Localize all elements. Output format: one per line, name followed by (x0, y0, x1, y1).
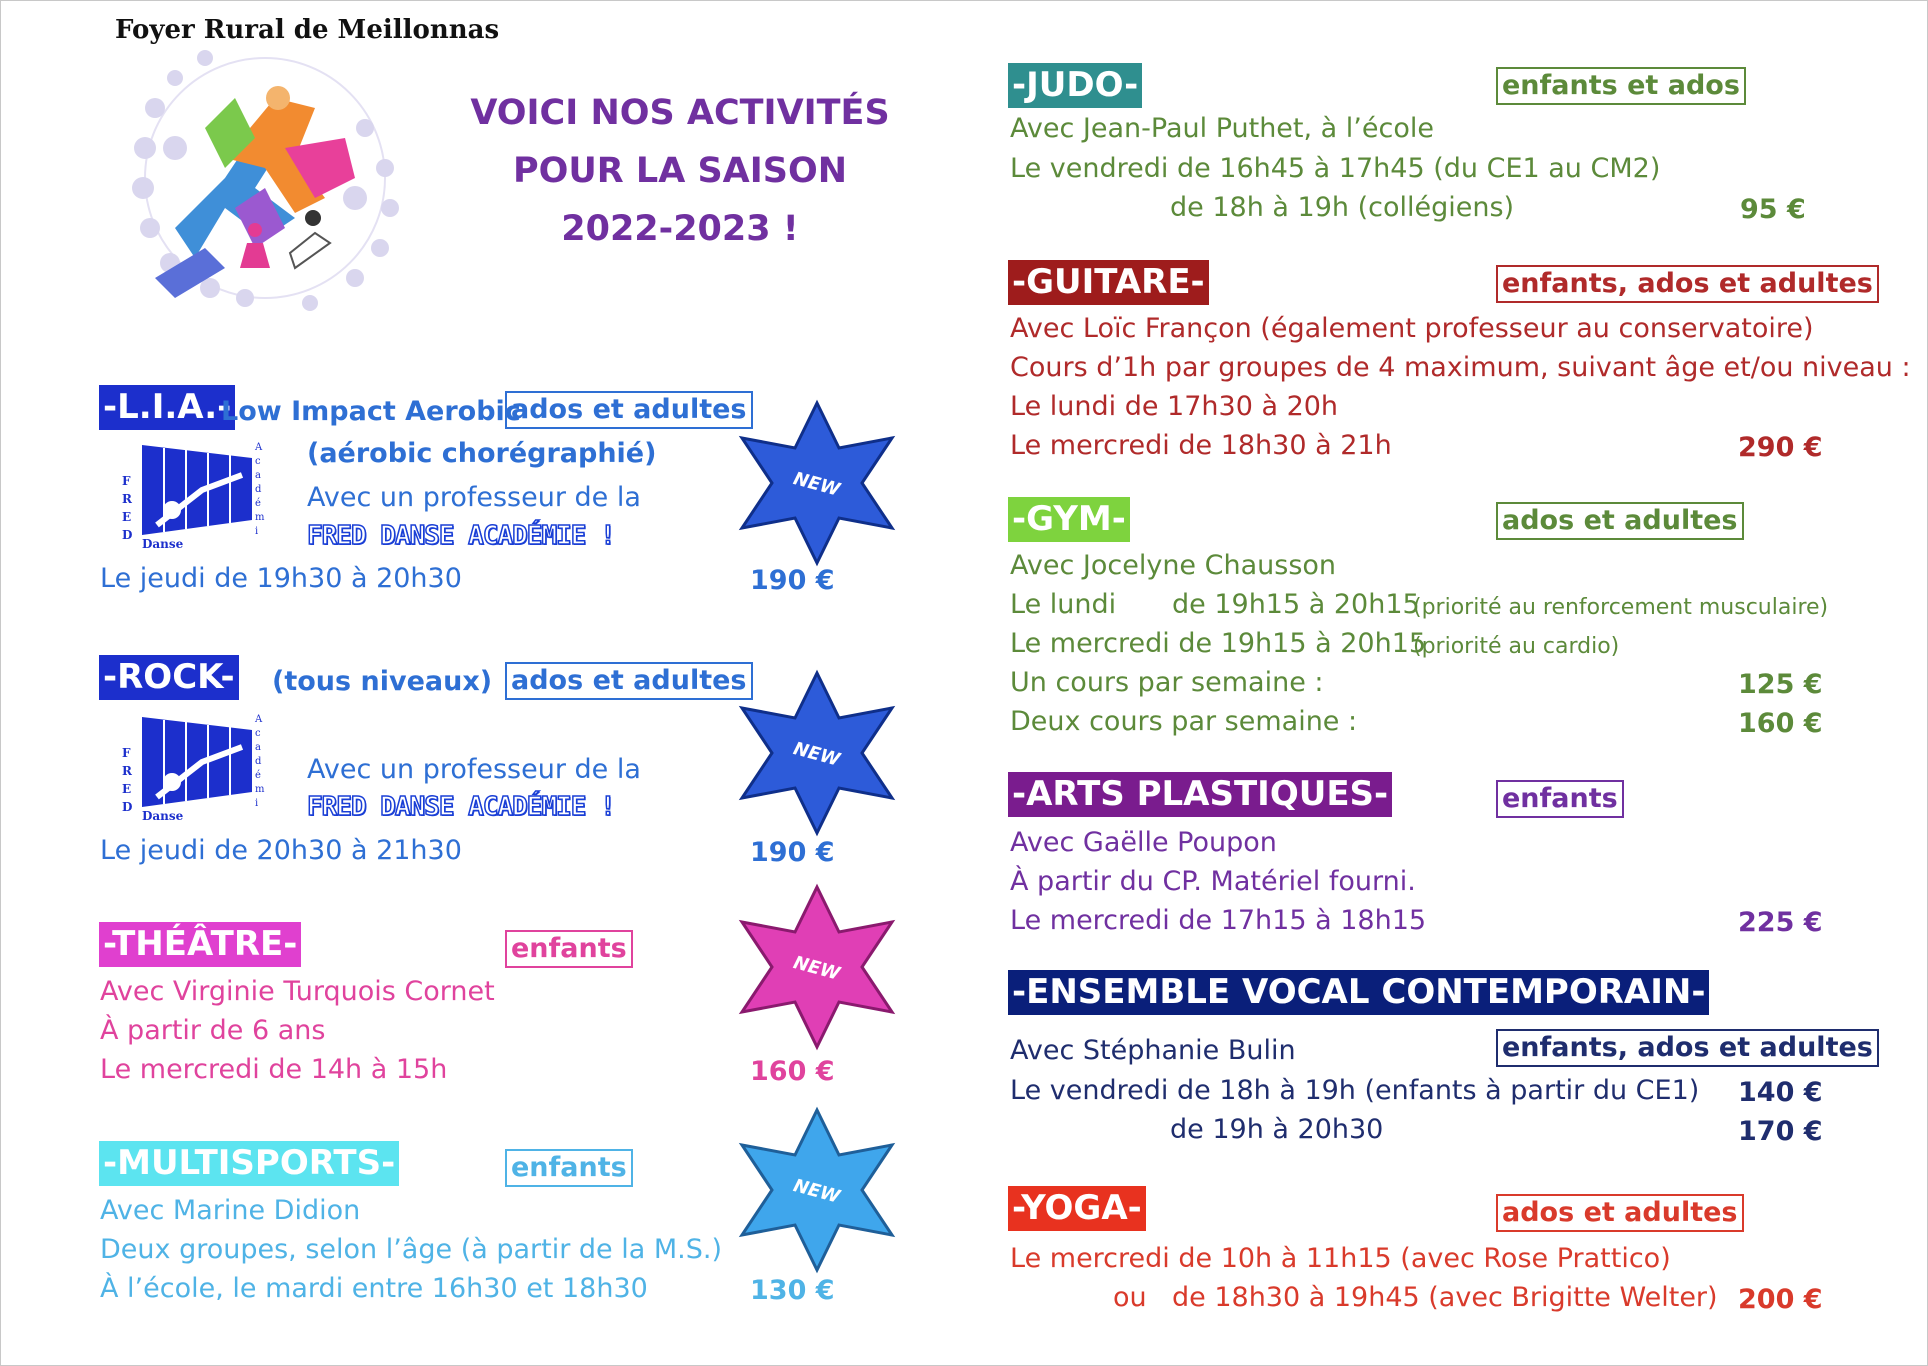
svg-text:a: a (255, 470, 261, 481)
vocal-price2: 170 € (1738, 1116, 1823, 1147)
svg-text:D: D (122, 528, 133, 542)
lia-schedule: Le jeudi de 19h30 à 20h30 (100, 563, 462, 594)
theatre-price: 160 € (750, 1056, 835, 1087)
gym-line4: Un cours par semaine : (1010, 667, 1324, 698)
gym-line5: Deux cours par semaine : (1010, 706, 1358, 737)
yoga-price: 200 € (1738, 1284, 1823, 1315)
gym-price2: 160 € (1738, 708, 1823, 739)
arts-price: 225 € (1738, 907, 1823, 938)
lia-line2: (aérobic chorégraphié) (307, 438, 657, 469)
judo-audience: enfants et ados (1496, 67, 1746, 105)
gym-price1: 125 € (1738, 669, 1823, 700)
page-title-line1: VOICI NOS ACTIVITÉS (470, 93, 890, 133)
svg-text:m: m (255, 512, 265, 523)
gym-line1: Avec Jocelyne Chausson (1010, 550, 1337, 581)
svg-text:R: R (122, 492, 132, 506)
svg-text:F: F (122, 474, 131, 488)
multisports-line3: À l’école, le mardi entre 16h30 et 18h30 (100, 1273, 648, 1304)
svg-text:NEW: NEW (791, 952, 843, 985)
rock-subtitle: (tous niveaux) (272, 666, 493, 697)
judo-line2: Le vendredi de 16h45 à 17h45 (du CE1 au CM2) (1010, 153, 1661, 184)
gym-line2b: de 19h15 à 20h15 (1172, 589, 1420, 620)
svg-text:c: c (255, 728, 261, 739)
multisports-line2: Deux groupes, selon l’âge (à partir de la M.S.) (100, 1234, 723, 1265)
rock-audience: ados et adultes (505, 662, 753, 700)
arts-line1: Avec Gaëlle Poupon (1010, 827, 1277, 858)
judo-header: -JUDO- (1008, 63, 1142, 108)
arts-header: -ARTS PLASTIQUES- (1008, 772, 1392, 817)
yoga-header: -YOGA- (1008, 1186, 1146, 1231)
guitare-line1: Avec Loïc Françon (également professeur au conservatoire) (1010, 313, 1814, 344)
rock-price: 190 € (750, 837, 835, 868)
svg-text:m: m (255, 784, 265, 795)
vocal-audience: enfants, ados et adultes (1496, 1029, 1879, 1067)
multisports-audience: enfants (505, 1149, 633, 1187)
foyer-rural-logo (115, 15, 500, 328)
svg-text:a: a (255, 742, 261, 753)
lia-fred-text: FRED DANSE ACADÉMIE ! (307, 521, 615, 551)
gym-line2c: (priorité au renforcement musculaire) (1413, 595, 1829, 620)
lia-audience: ados et adultes (505, 391, 753, 429)
new-badge-theatre (727, 882, 907, 1052)
svg-text:Danse: Danse (142, 809, 184, 823)
theatre-line1: Avec Virginie Turquois Cornet (100, 976, 495, 1007)
yoga-line2b: de 18h30 à 19h45 (avec Brigitte Welter) (1172, 1282, 1718, 1313)
svg-text:Danse: Danse (142, 537, 184, 551)
guitare-line2: Cours d’1h par groupes de 4 maximum, suivant âge et/ou niveau : (1010, 352, 1911, 383)
page-title-line2: POUR LA SAISON (512, 151, 848, 191)
lia-price: 190 € (750, 565, 835, 596)
svg-text:é: é (255, 770, 261, 781)
rock-schedule: Le jeudi de 20h30 à 21h30 (100, 835, 462, 866)
svg-text:Foyer Rural de Meillonnas: Foyer Rural de Meillonnas (115, 15, 500, 45)
theatre-line2: À partir de 6 ans (100, 1015, 326, 1046)
theatre-header: -THÉÂTRE- (99, 922, 301, 967)
svg-text:NEW: NEW (791, 1175, 843, 1208)
vocal-header: -ENSEMBLE VOCAL CONTEMPORAIN- (1008, 970, 1709, 1015)
svg-text:R: R (122, 764, 132, 778)
judo-price: 95 € (1740, 194, 1806, 225)
vocal-line3: de 19h à 20h30 (1170, 1114, 1384, 1145)
rock-header: -ROCK- (99, 655, 239, 700)
svg-text:NEW: NEW (791, 738, 843, 771)
guitare-line3: Le lundi de 17h30 à 20h (1010, 391, 1339, 422)
page-title-line3: 2022-2023 ! (561, 209, 799, 249)
lia-subtitle: Low Impact Aerobic (221, 396, 521, 427)
yoga-line1: Le mercredi de 10h à 11h15 (avec Rose Prattico) (1010, 1243, 1671, 1274)
svg-text:é: é (255, 498, 261, 509)
svg-text:D: D (122, 800, 133, 814)
new-badge-rock (727, 668, 907, 838)
lia-header: -L.I.A.- (99, 385, 235, 430)
multisports-price: 130 € (750, 1275, 835, 1306)
lia-fred-logo (102, 430, 272, 550)
arts-audience: enfants (1496, 780, 1624, 818)
multisports-line1: Avec Marine Didion (100, 1195, 361, 1226)
gym-line2a: Le lundi (1010, 589, 1117, 620)
judo-line3: de 18h à 19h (collégiens) (1170, 192, 1515, 223)
svg-text:d: d (255, 756, 262, 767)
guitare-line4: Le mercredi de 18h30 à 21h (1010, 430, 1392, 461)
guitare-header: -GUITARE- (1008, 260, 1209, 305)
gym-header: -GYM- (1008, 497, 1130, 542)
svg-text:i: i (255, 798, 259, 809)
svg-text:c: c (255, 456, 261, 467)
gym-line3b: (priorité au cardio) (1413, 634, 1620, 659)
gym-line3a: Le mercredi de 19h15 à 20h15 (1010, 628, 1427, 659)
vocal-line1: Avec Stéphanie Bulin (1010, 1035, 1296, 1066)
guitare-price: 290 € (1738, 432, 1823, 463)
rock-line3: Avec un professeur de la (307, 754, 641, 785)
gym-audience: ados et adultes (1496, 502, 1744, 540)
new-badge-lia (727, 398, 907, 568)
svg-text:A: A (255, 714, 263, 725)
new-badge-multisports (727, 1105, 907, 1275)
svg-text:NEW: NEW (791, 468, 843, 501)
svg-text:i: i (255, 526, 259, 537)
theatre-audience: enfants (505, 930, 633, 968)
yoga-line2a: ou (1113, 1282, 1147, 1313)
vocal-price1: 140 € (1738, 1077, 1823, 1108)
lia-line3: Avec un professeur de la (307, 482, 641, 513)
svg-text:d: d (255, 484, 262, 495)
yoga-audience: ados et adultes (1496, 1194, 1744, 1232)
guitare-audience: enfants, ados et adultes (1496, 265, 1879, 303)
judo-line1: Avec Jean-Paul Puthet, à l’école (1010, 113, 1434, 144)
svg-text:E: E (122, 510, 132, 524)
vocal-line2: Le vendredi de 18h à 19h (enfants à partir du CE1) (1010, 1075, 1700, 1106)
svg-text:E: E (122, 782, 132, 796)
svg-text:A: A (255, 442, 263, 453)
rock-fred-text: FRED DANSE ACADÉMIE ! (307, 792, 615, 822)
theatre-line3: Le mercredi de 14h à 15h (100, 1054, 448, 1085)
arts-line3: Le mercredi de 17h15 à 18h15 (1010, 905, 1427, 936)
svg-text:F: F (122, 746, 131, 760)
arts-line2: À partir du CP. Matériel fourni. (1010, 866, 1416, 897)
multisports-header: -MULTISPORTS- (99, 1141, 399, 1186)
rock-fred-logo (102, 702, 272, 822)
